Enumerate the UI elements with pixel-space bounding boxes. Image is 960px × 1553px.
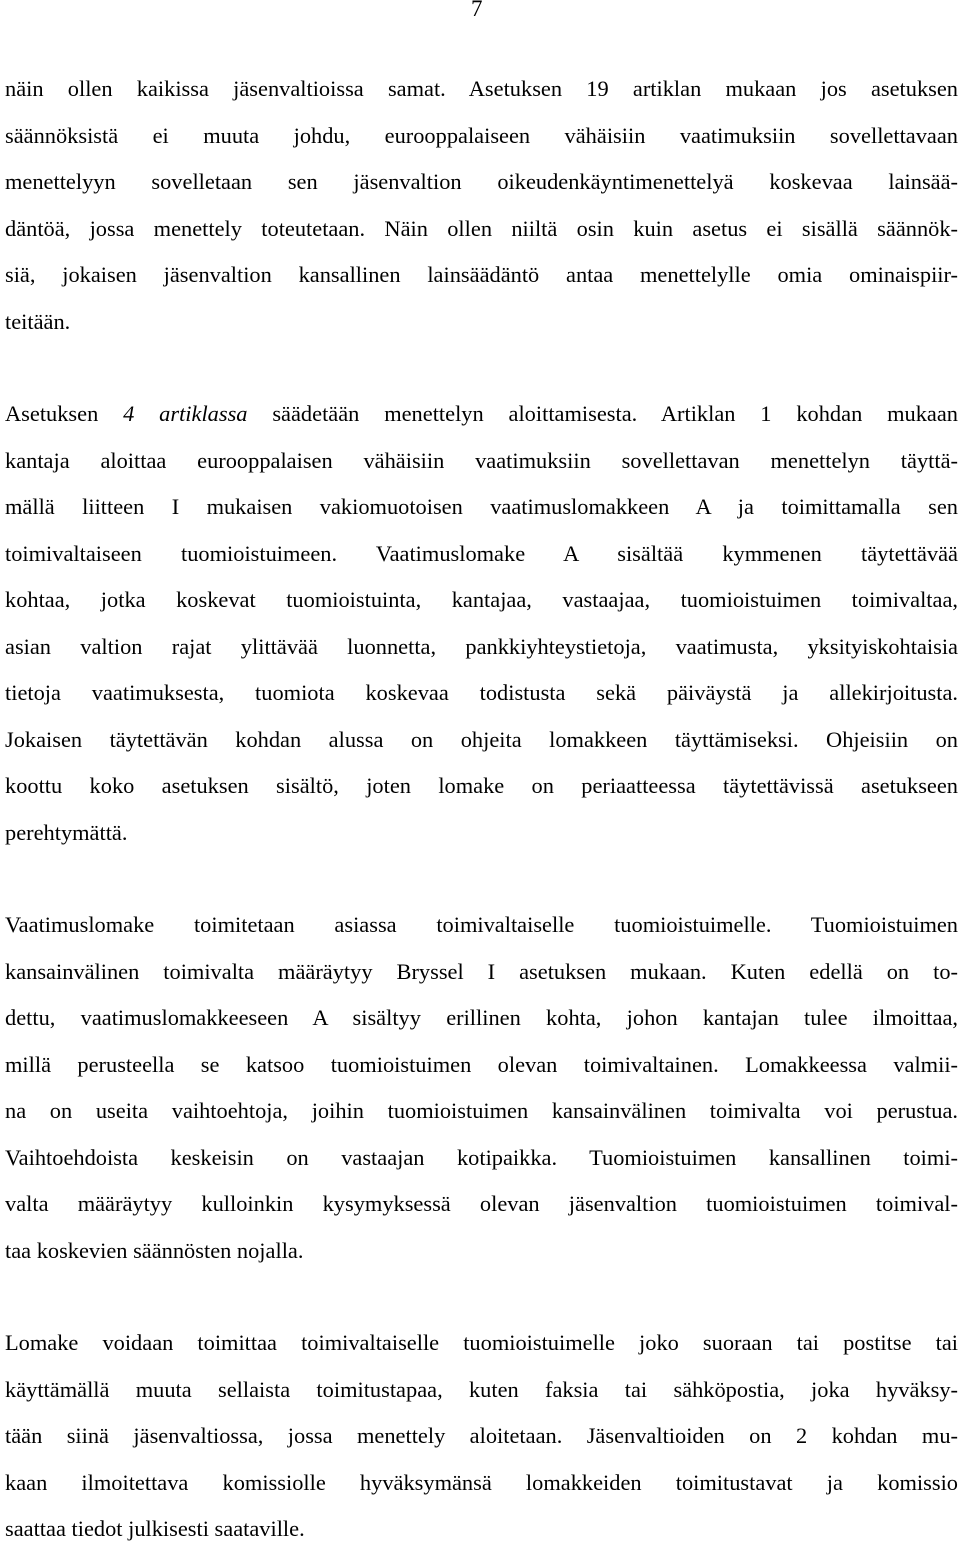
text-line: kaan ilmoitettava komissiolle hyväksymänsä lomakkeiden toimitustavat ja komissio — [5, 1469, 958, 1495]
text-line: valta määräytyy kulloinkin kysymyksessä olevan jäsenvaltion tuomioistuimen toimival- — [5, 1191, 958, 1216]
paragraph-4 — [5, 1320, 958, 1553]
text-line: koottu koko asetuksen sisältö, joten lomake on periaatteessa täytettävissä asetukseen — [5, 773, 958, 798]
text-line: teitään. — [5, 308, 71, 334]
text-line: toimivaltaiseen tuomioistuimeen. Vaatimuslomake A sisältää kymmenen täytettävää — [5, 540, 958, 566]
italic-reference: 4 artiklassa — [123, 401, 248, 426]
text-line: kohtaa, jotka koskevat tuomioistuinta, kantajaa, vastaajaa, tuomioistuimen toimivaltaa, — [5, 587, 958, 612]
paragraph-1 — [5, 66, 958, 345]
text-line: millä perusteella se katsoo tuomioistuimen olevan toimivaltainen. Lomakkeessa valmii- — [5, 1051, 958, 1077]
text-line: siä, jokaisen jäsenvaltion kansallinen lainsäädäntö antaa menettelylle omia ominaispiir- — [5, 262, 958, 287]
text-line: menettelyyn sovelletaan sen jäsenvaltion oikeudenkäyntimenettelyä koskevaa lainsää- — [5, 169, 958, 194]
text-line: mällä liitteen I mukaisen vakiomuotoisen vaatimuslomakkeen A ja toimittamalla sen — [5, 494, 958, 519]
text-line: taa koskevien säännösten nojalla. — [5, 1237, 304, 1263]
paragraph-3 — [5, 902, 958, 1274]
text-line: dettu, vaatimuslomakkeeseen A sisältyy erillinen kohta, johon kantajan tulee ilmoittaa, — [5, 1005, 958, 1030]
paragraph-2 — [5, 391, 958, 856]
text-line: säännöksistä ei muuta johdu, eurooppalaiseen vähäisiin vaatimuksiin sovellettavaan — [5, 122, 958, 148]
text-line: saattaa tiedot julkisesti saataville. — [5, 1516, 305, 1541]
text-line: kantaja aloittaa eurooppalaisen vähäisiin vaatimuksiin sovellettavan menettelyn täyttä- — [5, 447, 958, 473]
text-line: tietoja vaatimuksesta, tuomiota koskevaa todistusta sekä päiväystä ja allekirjoitusta. — [5, 680, 958, 705]
text-line: Vaatimuslomake toimitetaan asiassa toimivaltaiselle tuomioistuimelle. Tuomioistuimen — [5, 912, 958, 937]
text-segment: Asetuksen — [5, 401, 124, 426]
text-line: käyttämällä muuta sellaista toimitustapaa, kuten faksia tai sähköpostia, joka hyväksy- — [5, 1376, 958, 1402]
text-line: näin ollen kaikissa jäsenvaltioissa samat. Asetuksen 19 artiklan mukaan jos asetuksen — [5, 76, 958, 101]
text-line: na on useita vaihtoehtoja, joihin tuomioistuimen kansainvälinen toimivalta voi perustua. — [5, 1098, 958, 1123]
page-number: 7 — [471, 0, 483, 21]
text-line: tään siinä jäsenvaltiossa, jossa menettely aloitetaan. Jäsenvaltioiden on 2 kohdan mu- — [5, 1423, 958, 1448]
text-line: asian valtion rajat ylittävää luonnetta, pankkiyhteystietoja, vaatimusta, yksityiskohtaisia — [5, 633, 958, 659]
text-segment: säädetään menettelyn aloittamisesta. Artiklan 1 kohdan mukaan — [247, 401, 958, 426]
text-line: Vaihtoehdoista keskeisin on vastaajan kotipaikka. Tuomioistuimen kansallinen toimi- — [5, 1144, 958, 1170]
text-line: däntöä, jossa menettely toteutetaan. Näin ollen niiltä osin kuin asetus ei sisällä säännök- — [5, 215, 958, 241]
text-line: Jokaisen täytettävän kohdan alussa on ohjeita lomakkeen täyttämiseksi. Ohjeisiin on — [5, 726, 958, 752]
text-line: kansainvälinen toimivalta määräytyy Bryssel I asetuksen mukaan. Kuten edellä on to- — [5, 958, 958, 984]
text-line: perehtymättä. — [5, 819, 128, 845]
text-line — [5, 391, 958, 438]
text-line: Lomake voidaan toimittaa toimivaltaiselle tuomioistuimelle joko suoraan tai postitse tai — [5, 1330, 958, 1355]
